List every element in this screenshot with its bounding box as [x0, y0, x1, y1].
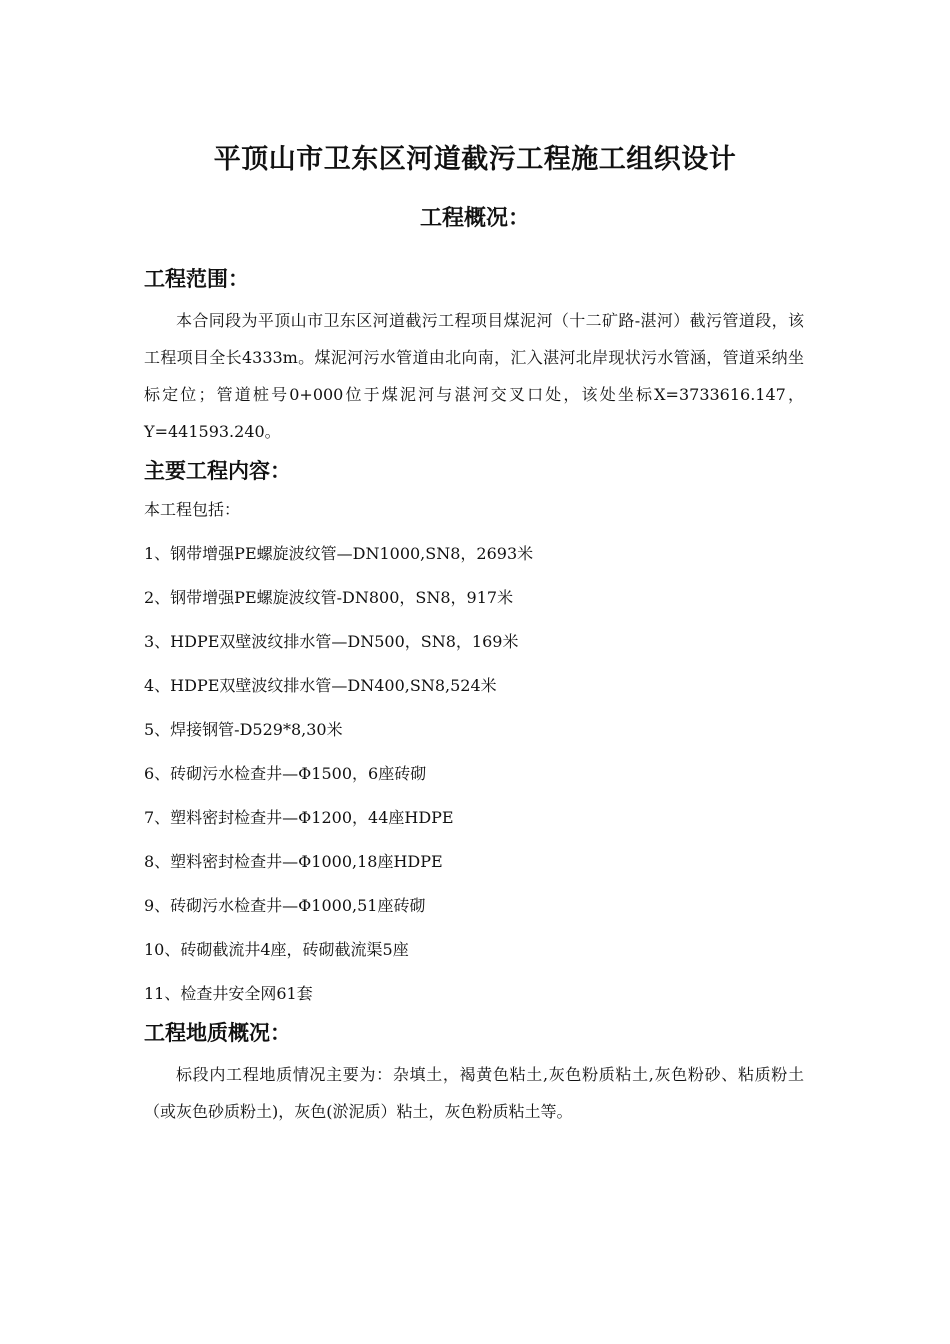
section-main-works: [144, 454, 804, 1016]
list-item: 5、焊接钢管-D529*8,30米: [144, 720, 343, 739]
document-title: 平顶山市卫东区河道截污工程施工组织设计: [213, 144, 737, 175]
document-subtitle: 工程概况：: [419, 206, 530, 231]
list-item: 8、塑料密封检查井—Φ1000,18座HDPE: [144, 852, 443, 871]
section-scope: [144, 262, 804, 450]
section-geology: [144, 1016, 804, 1130]
main-works-list: [144, 532, 804, 1016]
document-body: [144, 262, 804, 1134]
scope-paragraph: 本合同段为平顶山市卫东区河道截污工程项目煤泥河（十二矿路-湛河）截污管道段，该工程项目全长4333m。煤泥河污水管道由北向南，汇入湛河北岸现状污水管涵，管道采纳坐标定位；管道桩号0+000位于煤泥河与湛河交叉口处，该处坐标X=3733616.147，Y=441593.240。: [144, 311, 804, 441]
section-heading-scope: 工程范围：: [144, 267, 249, 291]
list-item: 6、砖砌污水检查井—Φ1500，6座砖砌: [144, 764, 427, 783]
list-item: 10、砖砌截流井4座，砖砌截流渠5座: [144, 940, 409, 959]
list-item: 9、砖砌污水检查井—Φ1000,51座砖砌: [144, 896, 426, 915]
geology-paragraph: 标段内工程地质情况主要为：杂填土，褐黄色粘土,灰色粉质粘土,灰色粉砂、粘质粉土（或灰色砂质粉土)，灰色(淤泥质）粘土，灰色粉质粘土等。: [144, 1065, 804, 1121]
list-item: 2、钢带增强PE螺旋波纹管-DN800，SN8，917米: [144, 588, 514, 607]
main-works-intro: 本工程包括：: [144, 500, 241, 519]
section-heading-main-works: 主要工程内容：: [144, 459, 291, 483]
list-item: 3、HDPE双壁波纹排水管—DN500，SN8，169米: [144, 632, 519, 651]
list-item: 4、HDPE双壁波纹排水管—DN400,SN8,524米: [144, 676, 497, 695]
section-heading-geology: 工程地质概况：: [144, 1021, 291, 1045]
list-item: 1、钢带增强PE螺旋波纹管—DN1000,SN8，2693米: [144, 544, 534, 563]
list-item: 11、检查井安全网61套: [144, 984, 313, 1003]
list-item: 7、塑料密封检查井—Φ1200，44座HDPE: [144, 808, 454, 827]
